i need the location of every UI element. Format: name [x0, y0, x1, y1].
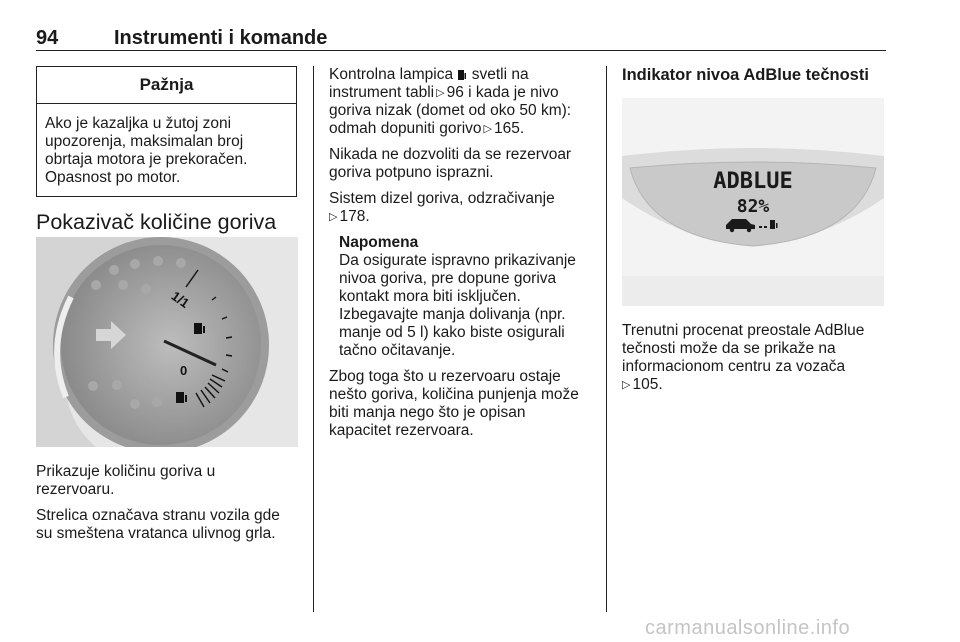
gauge-empty-label: 0 — [180, 363, 188, 378]
fuel-gauge-heading: Pokazivač količine goriva — [36, 210, 277, 234]
watermark: carmanualsonline.info — [645, 617, 851, 639]
paragraph: Prikazuje količinu goriva u rezervoaru. — [36, 463, 216, 498]
fuel-gauge-illustration — [36, 237, 298, 447]
adblue-percent: 82% — [736, 196, 770, 217]
section-title: Instrumenti i komande — [114, 27, 328, 49]
fuel-gauge-figure — [36, 237, 298, 447]
paragraph: Sistem dizel goriva, odzračivanje ▷ 178. — [329, 190, 555, 225]
note-line: tačno očitavanje. — [339, 342, 456, 359]
header-rule — [36, 50, 886, 51]
left-text — [36, 463, 298, 551]
right-text — [622, 322, 884, 402]
warning-line: upozorenja, maksimalan broj — [45, 133, 244, 150]
warning-body — [37, 104, 296, 196]
reference-arrow-icon: ▷ — [436, 87, 445, 99]
warning-line: Ako je kazaljka u žutoj zoni — [45, 115, 232, 132]
reference-arrow-icon: ▷ — [483, 123, 492, 135]
note-line: kontakt mora biti isključen. — [339, 288, 521, 305]
paragraph: Trenutni procenat preostale AdBlue tečnosti može da se prikaže na informacionom centru za vozača ▷ 105. — [622, 322, 865, 393]
note-line: Da osigurate ispravno prikazivanje — [339, 252, 576, 269]
note-block — [339, 234, 599, 360]
paragraph: Zbog toga što u rezervoaru ostaje nešto goriva, količina punjenja može biti manja nego što je opisan kapacitet rezervoara. — [329, 368, 579, 439]
reference-arrow-icon: ▷ — [329, 211, 338, 223]
gauge-full-label: 1/1 — [168, 288, 193, 311]
warning-line: obrtaja motora je prekoračen. — [45, 151, 248, 168]
note-line: Izbegavajte manja dolivanja (npr. — [339, 306, 566, 323]
paragraph: Strelica označava stranu vozila gde su smeštena vratanca ulivnog grla. — [36, 507, 280, 542]
adblue-display-figure — [622, 98, 884, 306]
column-divider-2 — [606, 66, 607, 612]
adblue-heading: Indikator nivoa AdBlue tečnosti — [622, 66, 869, 84]
note-title: Napomena — [339, 234, 419, 251]
adblue-display-illustration — [622, 98, 884, 306]
page-number: 94 — [36, 27, 59, 49]
adblue-display-text: ADBLUE — [713, 169, 793, 194]
fuel-lamp-icon — [457, 68, 467, 81]
warning-box — [36, 66, 297, 197]
warning-title: Pažnja — [37, 67, 296, 104]
reference-arrow-icon: ▷ — [622, 379, 631, 391]
left-column — [36, 66, 298, 235]
column-divider-1 — [313, 66, 314, 612]
paragraph: Kontrolna lampica svetli na instrument tabli ▷ 96 i kada je nivo goriva nizak (domet od oko 50 km): odmah dopuniti gorivo ▷ 165. — [329, 66, 572, 137]
note-line: manje od 5 l) kako biste osigurali — [339, 324, 565, 341]
right-column — [622, 66, 884, 84]
middle-column — [329, 66, 599, 448]
warning-line: Opasnost po motor. — [45, 169, 181, 186]
note-line: nivoa goriva, pre dopune goriva — [339, 270, 557, 287]
paragraph: Nikada ne dozvoliti da se rezervoar goriva potpuno isprazni. — [329, 146, 572, 181]
